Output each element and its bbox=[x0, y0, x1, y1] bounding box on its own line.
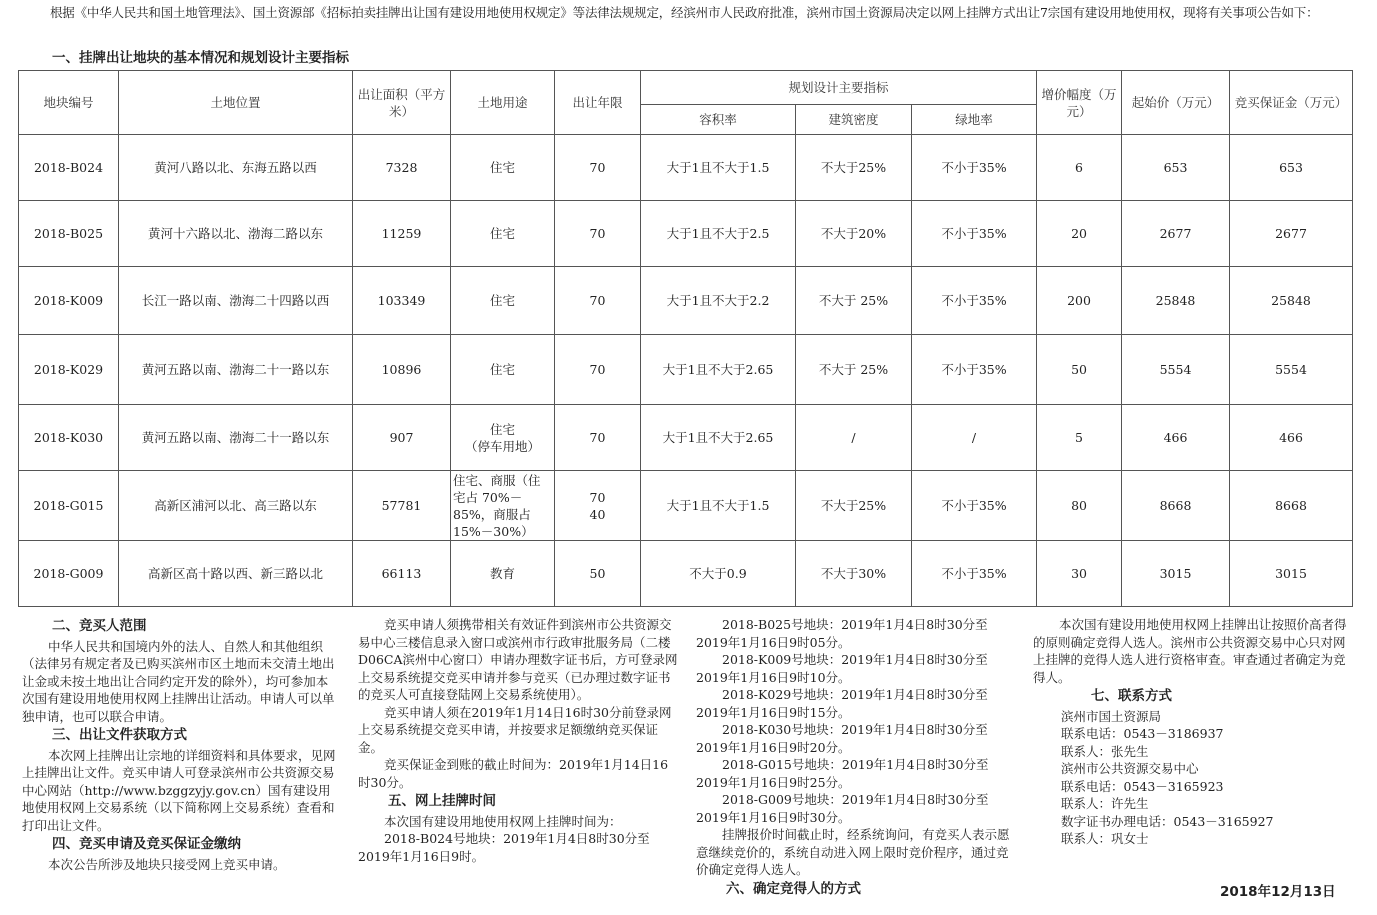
listing-time-intro: 本次国有建设用地使用权网上挂牌时间为： bbox=[384, 813, 622, 829]
cell-location: 高新区浦河以北、高三路以东 bbox=[119, 471, 353, 541]
contact-line: 联系人：巩女士 bbox=[1061, 831, 1149, 846]
cell-code: 2018-K030 bbox=[19, 405, 119, 471]
section-6-title: 六、确定竞得人的方式 bbox=[726, 880, 861, 897]
cell-deposit: 653 bbox=[1230, 135, 1353, 201]
cell-term: 70 bbox=[555, 267, 641, 335]
cell-area: 907 bbox=[353, 405, 451, 471]
cell-use: 住宅 bbox=[451, 201, 555, 267]
cell-green: 不小于35% bbox=[912, 541, 1037, 607]
cell-green: 不小于35% bbox=[912, 471, 1037, 541]
cell-far: 大于1且不大于2.2 bbox=[641, 267, 796, 335]
cell-term: 70 bbox=[555, 335, 641, 405]
cell-green: 不小于35% bbox=[912, 335, 1037, 405]
cell-deposit: 25848 bbox=[1230, 267, 1353, 335]
header-area: 出让面积（平方米） bbox=[353, 71, 451, 135]
cell-code: 2018-K009 bbox=[19, 267, 119, 335]
cell-increment: 5 bbox=[1037, 405, 1122, 471]
cell-area: 10896 bbox=[353, 335, 451, 405]
section-3-text: 本次网上挂牌出让宗地的详细资料和具体要求，见网上挂牌出让文件。竞买申请人可登录滨州市公共资源交易中心网站（http://www.bzggzyjy.gov.cn）国有建设用地使用权网上交易系统（以下简称网上交易系统）查看和打印出让文件。 bbox=[22, 747, 336, 833]
cell-start: 25848 bbox=[1122, 267, 1230, 335]
cell-location: 黄河八路以北、东海五路以西 bbox=[119, 135, 353, 201]
section-5-title: 五、网上挂牌时间 bbox=[388, 793, 496, 809]
cell-term: 50 bbox=[555, 541, 641, 607]
cell-area: 103349 bbox=[353, 267, 451, 335]
cell-green: / bbox=[912, 405, 1037, 471]
cell-code: 2018-K029 bbox=[19, 335, 119, 405]
section-4-text: 本次公告所涉及地块只接受网上竞买申请。 bbox=[48, 856, 286, 872]
listing-time-item: 2018-K030号地块：2019年1月4日8时30分至2019年1月16日9时20分。 bbox=[696, 722, 988, 755]
intro-paragraph: 根据《中华人民共和国土地管理法》、国土资源部《招标拍卖挂牌出让国有建设用地使用权规定》等法律法规规定，经滨州市人民政府批准，滨州市国土资源局决定以网上挂牌方式出让7宗国有建设用地使用权，现将有关事项公告如下： bbox=[50, 5, 1319, 20]
header-start-price: 起始价（万元） bbox=[1122, 71, 1230, 135]
listing-time-item: 2018-G015号地块：2019年1月4日8时30分至2019年1月16日9时25分。 bbox=[696, 757, 989, 790]
cell-increment: 6 bbox=[1037, 135, 1122, 201]
bidding-end-paragraph: 挂牌报价时间截止时，经系统询问，有竞买人表示愿意继续竞价的，系统自动进入网上限时竞价程序，通过竞价确定竞得人选人。 bbox=[696, 827, 1010, 877]
table-row bbox=[19, 541, 1353, 607]
section-2-title: 二、竞买人范围 bbox=[52, 618, 147, 634]
cell-increment: 200 bbox=[1037, 267, 1122, 335]
header-code: 地块编号 bbox=[19, 71, 119, 135]
contact-line: 联系人：许先生 bbox=[1061, 796, 1149, 811]
cell-deposit: 466 bbox=[1230, 405, 1353, 471]
land-parcel-table bbox=[18, 70, 1353, 607]
listing-time-item: 2018-K009号地块：2019年1月4日8时30分至2019年1月16日9时10分。 bbox=[696, 652, 988, 685]
cell-use: 住宅 （停车用地） bbox=[451, 405, 555, 471]
cell-green: 不小于35% bbox=[912, 267, 1037, 335]
cell-start: 5554 bbox=[1122, 335, 1230, 405]
table-row bbox=[19, 135, 1353, 201]
header-deposit: 竞买保证金（万元） bbox=[1230, 71, 1353, 135]
cell-location: 黄河十六路以北、渤海二路以东 bbox=[119, 201, 353, 267]
announcement-date: 2018年12月13日 bbox=[1220, 884, 1336, 900]
table-row bbox=[19, 335, 1353, 405]
cell-code: 2018-G009 bbox=[19, 541, 119, 607]
section-7-title: 七、联系方式 bbox=[1091, 688, 1172, 704]
cell-density: 不大于 25% bbox=[796, 267, 912, 335]
table-row bbox=[19, 405, 1353, 471]
listing-time-item: 2018-K029号地块：2019年1月4日8时30分至2019年1月16日9时15分。 bbox=[696, 687, 988, 720]
listing-time-item: 2018-B025号地块：2019年1月4日8时30分至2019年1月16日9时05分。 bbox=[696, 617, 988, 650]
column-2 bbox=[358, 616, 680, 865]
contact-line: 联系电话：0543－3165923 bbox=[1061, 778, 1224, 794]
header-far: 容积率 bbox=[641, 105, 796, 135]
cell-start: 8668 bbox=[1122, 471, 1230, 541]
table-row bbox=[19, 471, 1353, 541]
cell-area: 66113 bbox=[353, 541, 451, 607]
deposit-deadline-paragraph: 竞买保证金到账的截止时间为：2019年1月14日16时30分。 bbox=[358, 757, 669, 790]
header-indicators: 规划设计主要指标 bbox=[641, 71, 1037, 105]
cell-increment: 20 bbox=[1037, 201, 1122, 267]
column-4 bbox=[1033, 616, 1353, 848]
cell-start: 466 bbox=[1122, 405, 1230, 471]
cell-deposit: 5554 bbox=[1230, 335, 1353, 405]
cell-deposit: 2677 bbox=[1230, 201, 1353, 267]
cell-density: 不大于 25% bbox=[796, 335, 912, 405]
cell-area: 11259 bbox=[353, 201, 451, 267]
cell-area: 57781 bbox=[353, 471, 451, 541]
cell-density: / bbox=[796, 405, 912, 471]
cell-use: 住宅 bbox=[451, 335, 555, 405]
cell-location: 长江一路以南、渤海二十四路以西 bbox=[119, 267, 353, 335]
certificate-paragraph: 竞买申请人须携带相关有效证件到滨州市公共资源交易中心三楼信息录入窗口或滨州市行政审批服务局（二楼D06CA滨州中心窗口）申请办理数字证书后，方可登录网上交易系统提交竞买申请并参与竞买（已办理过数字证书的竞买人可直接登陆网上交易系统使用）。 bbox=[358, 617, 678, 702]
cell-location: 黄河五路以南、渤海二十一路以东 bbox=[119, 405, 353, 471]
cell-far: 不大于0.9 bbox=[641, 541, 796, 607]
cell-deposit: 8668 bbox=[1230, 471, 1353, 541]
cell-use: 教育 bbox=[451, 541, 555, 607]
contact-line: 联系电话：0543－3186937 bbox=[1061, 726, 1224, 741]
cell-increment: 80 bbox=[1037, 471, 1122, 541]
cell-start: 3015 bbox=[1122, 541, 1230, 607]
cell-use: 住宅 bbox=[451, 267, 555, 335]
column-3 bbox=[696, 616, 1018, 900]
section-3-title: 三、出让文件获取方式 bbox=[52, 727, 187, 743]
deadline-paragraph: 竞买申请人须在2019年1月14日16时30分前登录网上交易系统提交竞买申请，并按要求足额缴纳竞买保证金。 bbox=[358, 704, 672, 755]
cell-increment: 50 bbox=[1037, 335, 1122, 405]
table-row bbox=[19, 201, 1353, 267]
cell-term: 70 bbox=[555, 405, 641, 471]
cell-start: 653 bbox=[1122, 135, 1230, 201]
cell-density: 不大于25% bbox=[796, 135, 912, 201]
header-location: 土地位置 bbox=[119, 71, 353, 135]
cell-code: 2018-B024 bbox=[19, 135, 119, 201]
listing-time-item: 2018-G009号地块：2019年1月4日8时30分至2019年1月16日9时30分。 bbox=[696, 792, 989, 825]
cell-code: 2018-G015 bbox=[19, 471, 119, 541]
contact-line: 滨州市国土资源局 bbox=[1061, 708, 1162, 724]
cell-density: 不大于25% bbox=[796, 471, 912, 541]
section-4-title: 四、竞买申请及竞买保证金缴纳 bbox=[52, 836, 241, 852]
cell-green: 不小于35% bbox=[912, 201, 1037, 267]
contact-line: 数字证书办理电话：0543－3165927 bbox=[1061, 813, 1274, 829]
cell-far: 大于1且不大于2.5 bbox=[641, 201, 796, 267]
cell-use: 住宅、商服（住宅占 70%－85%，商服占15%－30%） bbox=[451, 471, 555, 541]
cell-green: 不小于35% bbox=[912, 135, 1037, 201]
cell-term: 70 bbox=[555, 201, 641, 267]
cell-far: 大于1且不大于1.5 bbox=[641, 135, 796, 201]
header-density: 建筑密度 bbox=[796, 105, 912, 135]
cell-density: 不大于30% bbox=[796, 541, 912, 607]
cell-term: 70 bbox=[555, 135, 641, 201]
section-1-title: 一、挂牌出让地块的基本情况和规划设计主要指标 bbox=[52, 50, 349, 66]
cell-far: 大于1且不大于2.65 bbox=[641, 405, 796, 471]
cell-start: 2677 bbox=[1122, 201, 1230, 267]
cell-location: 高新区高十路以西、新三路以北 bbox=[119, 541, 353, 607]
table-row bbox=[19, 267, 1353, 335]
cell-deposit: 3015 bbox=[1230, 541, 1353, 607]
listing-time-b024: 2018-B024号地块：2019年1月4日8时30分至2019年1月16日9时。 bbox=[358, 831, 650, 864]
cell-far: 大于1且不大于2.65 bbox=[641, 335, 796, 405]
header-term: 出让年限 bbox=[555, 71, 641, 135]
cell-term: 70 40 bbox=[555, 471, 641, 541]
contact-line: 滨州市公共资源交易中心 bbox=[1061, 761, 1199, 776]
winner-method-paragraph: 本次国有建设用地使用权网上挂牌出让按照价高者得的原则确定竞得人选人。滨州市公共资源交易中心只对网上挂牌的竞得人选人进行资格审查。审查通过者确定为竞得人。 bbox=[1033, 617, 1347, 685]
section-2-text: 中华人民共和国境内外的法人、自然人和其他组织（法律另有规定者及已购买滨州市区土地而未交清土地出让金或未按土地出让合同约定开发的除外），均可参加本次国有建设用地使用权网上挂牌出让活动。申请人可以单独申请，也可以联合申请。 bbox=[22, 638, 335, 724]
cell-far: 大于1且不大于1.5 bbox=[641, 471, 796, 541]
cell-use: 住宅 bbox=[451, 135, 555, 201]
contact-line: 联系人：张先生 bbox=[1061, 743, 1149, 759]
header-green: 绿地率 bbox=[912, 105, 1037, 135]
cell-code: 2018-B025 bbox=[19, 201, 119, 267]
header-increment: 增价幅度（万元） bbox=[1037, 71, 1122, 135]
cell-location: 黄河五路以南、渤海二十一路以东 bbox=[119, 335, 353, 405]
cell-increment: 30 bbox=[1037, 541, 1122, 607]
cell-area: 7328 bbox=[353, 135, 451, 201]
header-use: 土地用途 bbox=[451, 71, 555, 135]
column-1 bbox=[22, 616, 340, 873]
cell-density: 不大于20% bbox=[796, 201, 912, 267]
